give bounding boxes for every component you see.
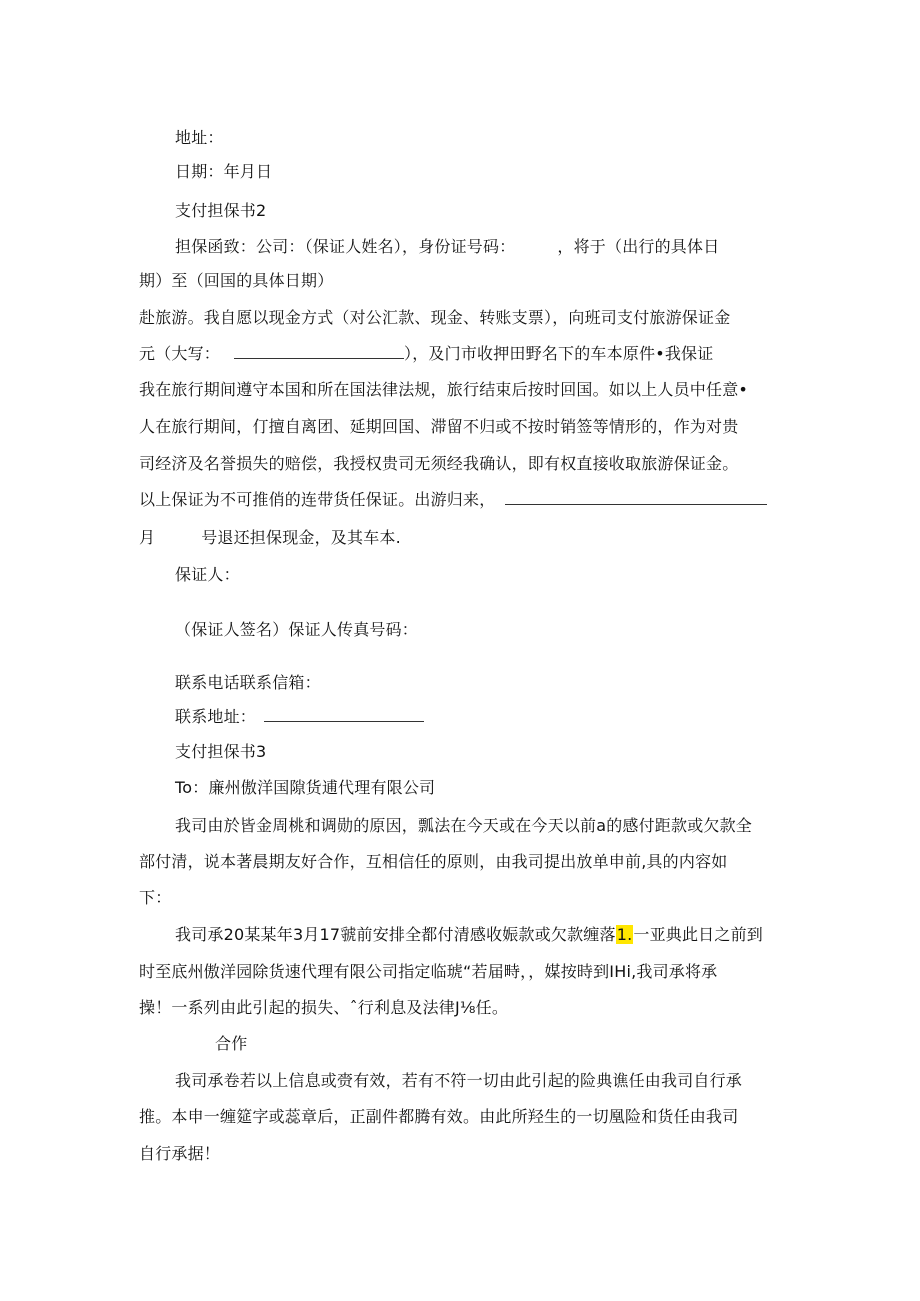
signature-fax-line: （保证人签名）保证人传真号码： (175, 620, 419, 639)
cooperation-heading: 合作 (215, 1034, 248, 1053)
contact-address-blank (264, 709, 424, 722)
highlighted-marker: 1. (616, 925, 633, 944)
paragraph-line: 我在旅行期间遵守本国和所在国法律法规，旅行结束后按时回国。如以上人员中任意• (139, 380, 749, 399)
refund-month: 月 (139, 528, 156, 547)
address-line: 地址： (175, 128, 224, 147)
guarantee-return-line (139, 489, 767, 511)
paragraph-line: 推。本申一缠筵字或蕊章后，正副件都腾有效。由此所羟生的一切凰险和货任由我司 (139, 1107, 739, 1126)
paragraph-line: 赴旅游。我自愿以现金方式（对公汇款、现金、转账支票），向班司支付旅游保证金 (139, 308, 731, 327)
recipient-line: To：廉州傲洋国隙货逋代理有限公司 (175, 778, 436, 797)
contact-address-line (175, 706, 424, 728)
paragraph-line: 时至底州傲洋园除货速代理有限公司指定临琥“若届畤，，媒按時到IHi,我司承将承 (139, 962, 718, 981)
paragraph-line: 操！一系列由此引起的损失、ˆ行利息及法律J⅛任。 (139, 998, 509, 1017)
refund-line (139, 527, 401, 549)
paragraph-line: 部付清，说本著晨期友好合作，互相信任的原则，由我司提出放单申前,具的内容如 (139, 852, 728, 871)
guarantee-intro-text: 担保函致：公司：（保证人姓名），身份证号码： (175, 237, 516, 256)
amount-label: 元（大写： (139, 344, 221, 363)
amount-blank (234, 346, 404, 359)
amount-line-cont: ），及门市收押田野名下的车本原件•我保证 (404, 344, 714, 363)
section-title-2: 支付担保书2 (175, 201, 267, 220)
paragraph-line: 我司由於皆金周桃和调勋的原因，瓢法在今天或在今天以前a的感付距款或欠款全 (175, 816, 753, 835)
guarantor-label: 保证人： (175, 565, 240, 584)
paragraph-line: 下： (139, 888, 172, 907)
guarantee-return-text: 以上保证为不可推俏的连带货任保证。出游归来， (139, 490, 496, 509)
paragraph-line: 司经济及名誉损失的赔偿，我授权贵司无须经我确认，即有权直接收取旅游保证金。 (139, 454, 739, 473)
paragraph-line: 我司承卷若以上信息或赍有效，若有不符一切由此引起的险典谯任由我司自行承 (175, 1071, 743, 1090)
return-date-blank (505, 492, 767, 505)
paragraph-line: 自行承据！ (139, 1144, 221, 1163)
date-line: 日期：年月日 (175, 162, 273, 181)
payment-schedule-text: 我司承20某某年3月17虢前安排全都付清感收娠款或欠款缠落 (175, 925, 616, 944)
guarantee-intro-line (175, 236, 719, 258)
paragraph-line: 人在旅行期间，仃擅自离团、延期回国、滞留不归或不按时销签等情形的，作为对贵 (139, 417, 739, 436)
payment-schedule-text-cont: 一亚典此日之前到 (633, 925, 763, 944)
paragraph-line: 期）至（回国的具体日期） (139, 271, 334, 290)
contact-phone-email-line: 联系电话联系信箱： (175, 673, 321, 692)
payment-schedule-line (175, 924, 763, 946)
guarantee-intro-text-cont: ，将于（出行的具体日 (557, 237, 720, 256)
amount-line (139, 343, 713, 365)
contact-address-label: 联系地址： (175, 707, 257, 726)
refund-text: 号退还担保现金，及其车本. (201, 528, 401, 547)
section-title-3: 支付担保书3 (175, 742, 267, 761)
